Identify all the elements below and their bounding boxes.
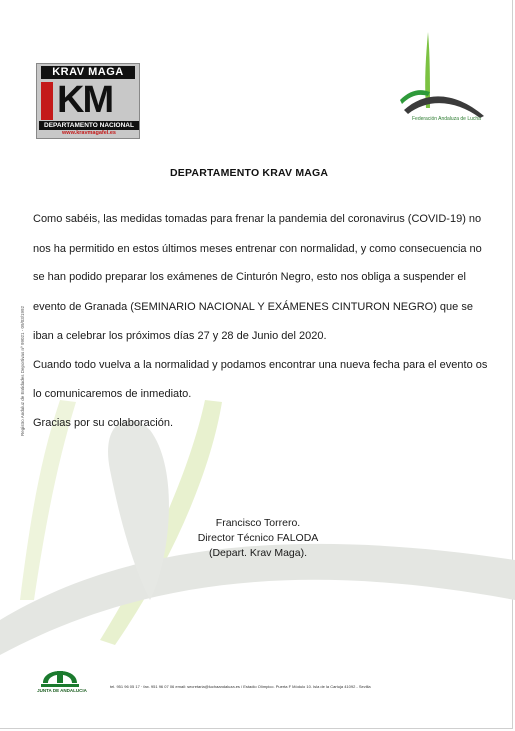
- body-line-1: Como sabéis, las medidas tomadas para frenar la pandemia del coronavirus (COVID-19) no: [33, 213, 482, 225]
- faloda-arc-icon: [404, 96, 484, 118]
- km-logo-letters: [57, 80, 137, 120]
- signature-department: (Depart. Krav Maga).: [208, 547, 308, 559]
- faloda-caption: Federación Andaluza de Lucha: [412, 116, 481, 122]
- body-line-5: iban a celebrar los próximos días 27 y 28 de Junio del 2020.: [33, 330, 327, 342]
- km-letters: KM: [57, 79, 113, 121]
- km-logo-top-text: KRAV MAGA: [41, 66, 135, 79]
- watermark-green-stroke-2: [20, 400, 76, 600]
- km-logo-url: www.kravmagafel.es: [62, 130, 116, 136]
- footer-contact: tel. 951 96 05 17 · fax. 951 96 07 06 email: secretaria@luchaandaluza.es / Estadio Olímpico. Puerta F Módulo 10. Isla de la Cartuja 41092 - Sevilla: [110, 684, 371, 689]
- body-line-2: nos ha permitido en estos últimos meses entrenar con normalidad, y como consecuencia no: [33, 243, 482, 255]
- document-title: DEPARTAMENTO KRAV MAGA: [170, 167, 329, 179]
- km-logo-side-bar: [41, 82, 53, 120]
- faloda-leaf-icon: [425, 32, 430, 108]
- signature-name: Francisco Torrero.: [215, 517, 301, 529]
- junta-caption: JUNTA DE ANDALUCIA: [37, 688, 87, 693]
- krav-maga-logo: [36, 63, 140, 139]
- signature-role: Director Técnico FALODA: [197, 532, 319, 544]
- km-logo-department: DEPARTAMENTO NACIONAL: [39, 121, 139, 130]
- faloda-logo: [396, 30, 488, 130]
- body-line-3: se han podido preparar los exámenes de Cinturón Negro, esto nos obliga a suspender el: [33, 271, 466, 283]
- body-line-8: Gracias por su colaboración.: [33, 417, 174, 429]
- registration-side-text: Registro Andaluz de Entidades Deportivas nº 99021 - 09/03/1992: [20, 306, 25, 436]
- body-line-6: Cuando todo vuelva a la normalidad y podamos encontrar una nueva fecha para el evento os: [33, 359, 488, 371]
- watermark-grey-arc: [0, 544, 515, 655]
- body-line-7: lo comunicaremos de inmediato.: [33, 388, 192, 400]
- body-line-4: evento de Granada (SEMINARIO NACIONAL Y EXÁMENES CINTURON NEGRO) que se: [33, 301, 473, 313]
